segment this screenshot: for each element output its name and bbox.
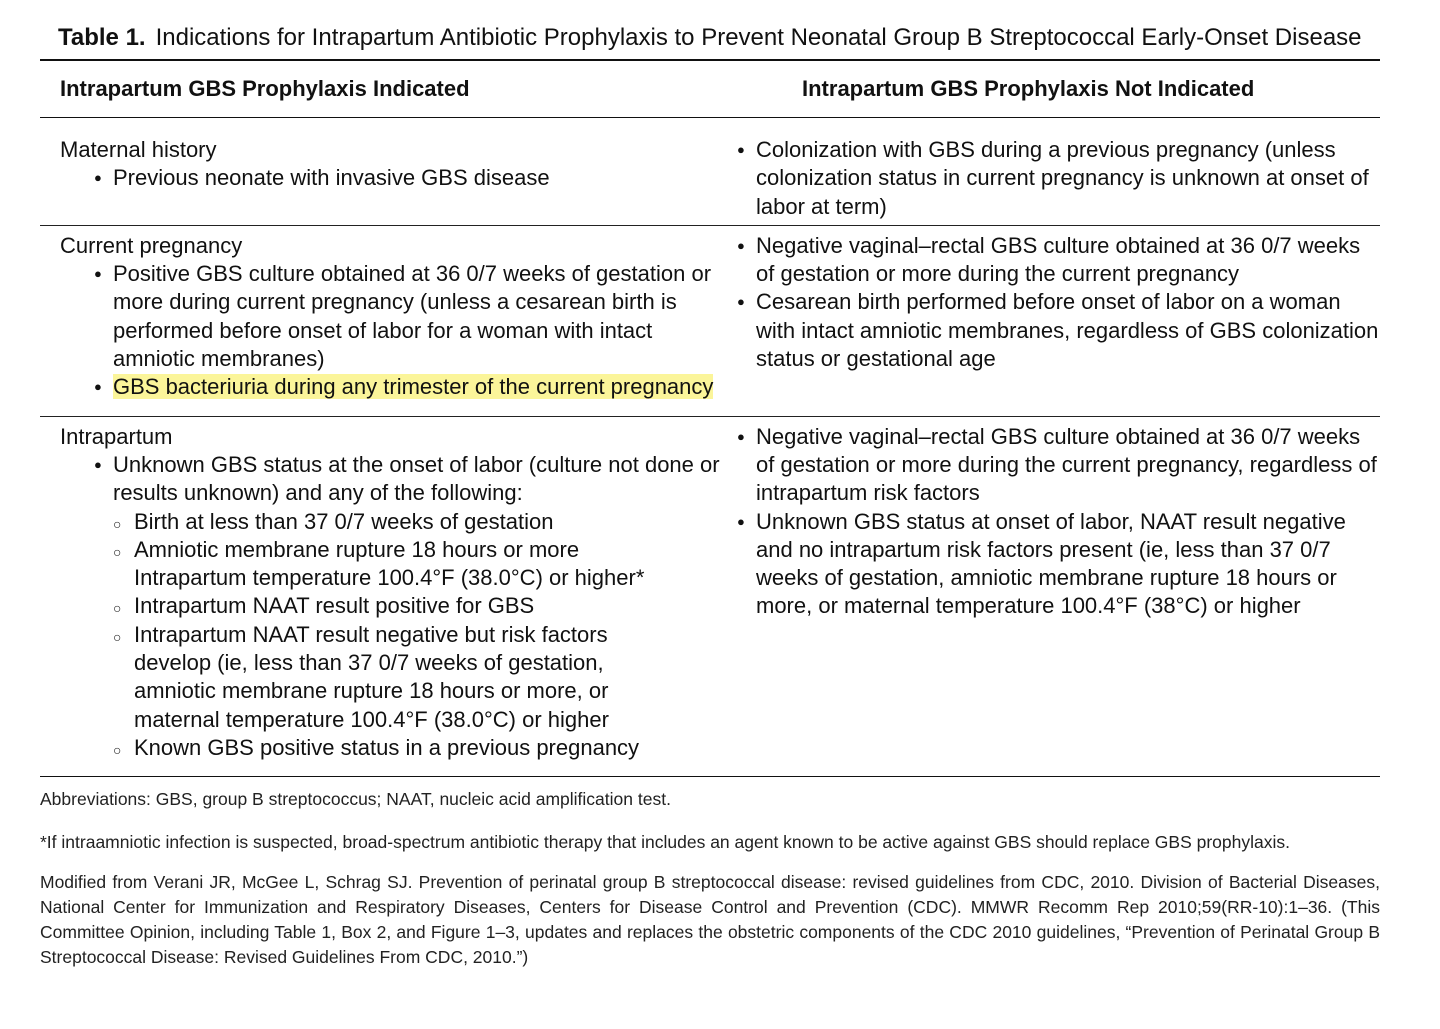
sub-list-item: ○ Amniotic membrane rupture 18 hours or more xyxy=(60,536,732,564)
not-indicated-cell xyxy=(732,136,1380,221)
column-header-not-indicated: Intrapartum GBS Prophylaxis Not Indicated xyxy=(802,76,1255,101)
list-item: ● Negative vaginal–rectal GBS culture obtained at 36 0/7 weeks of gestation or more during the current pregnancy xyxy=(732,232,1380,289)
table-label: Table 1. xyxy=(58,24,146,51)
sub-list-item: ○ Known GBS positive status in a previous pregnancy xyxy=(60,734,732,762)
abbreviations-note: Abbreviations: GBS, group B streptococcus; NAAT, nucleic acid amplification test. xyxy=(40,789,671,810)
indicated-cell xyxy=(40,232,732,402)
document-page xyxy=(40,22,1380,970)
list-item: ● Positive GBS culture obtained at 36 0/7 weeks of gestation or more during current pregnancy (unless a cesarean birth is performed before onset of labor for a woman with intact amniotic membranes) xyxy=(60,260,732,373)
table-title xyxy=(40,22,1380,53)
source-note: Modified from Verani JR, McGee L, Schrag SJ. Prevention of perinatal group B streptococcal disease: revised guidelines from CDC, 2010. Division of Bacterial Diseases, National Center for Immunization and Respiratory Diseases, Centers for Disease Control and Prevention (CDC). MMWR Recomm Rep 2010;59(RR-10):1–36. (This Committee Opinion, including Table 1, Box 2, and Figure 1–3, updates and replaces the obstetric components of the CDC 2010 guidelines, “Prevention of Perinatal Group B Streptococcal Disease: Revised Guidelines From CDC, 2010.”) xyxy=(40,872,1380,968)
sub-list-item: Intrapartum temperature 100.4°F (38.0°C) or higher* xyxy=(134,565,645,591)
table-row xyxy=(40,417,1380,777)
section-heading: Intrapartum xyxy=(60,423,173,449)
table-bottom-rule xyxy=(40,776,1380,777)
sub-list-item: ○ Intrapartum NAAT result positive for GBS xyxy=(60,592,732,620)
table-row xyxy=(40,118,1380,225)
highlighted-text: GBS bacteriuria during any trimester of the current pregnancy xyxy=(113,374,714,400)
list-item: ● Cesarean birth performed before onset of labor on a woman with intact amniotic membranes, regardless of GBS colonization status or gestational age xyxy=(732,288,1380,373)
section-heading: Current pregnancy xyxy=(60,232,243,258)
list-item: ● Previous neonate with invasive GBS disease xyxy=(60,164,732,192)
indicated-cell xyxy=(40,136,732,221)
indicated-cell xyxy=(40,423,732,763)
sub-list-item: ○ Intrapartum NAAT result negative but risk factors develop (ie, less than 37 0/7 weeks of gestation, amniotic membrane rupture 18 hours or more, or maternal temperature 100.4°F (38.0°C) or higher xyxy=(60,621,732,734)
list-item: ● Colonization with GBS during a previous pregnancy (unless colonization status in current pregnancy is unknown at onset of labor at term) xyxy=(732,136,1380,221)
list-item: ● Unknown GBS status at onset of labor, NAAT result negative and no intrapartum risk factors present (ie, less than 37 0/7 weeks of gestation, amniotic membrane rupture 18 hours or more, or maternal temperature 100.4°F (38°C) or higher xyxy=(732,508,1380,621)
not-indicated-cell xyxy=(732,423,1380,763)
table-title-text: Indications for Intrapartum Antibiotic Prophylaxis to Prevent Neonatal Group B Streptococcal Early-Onset Disease xyxy=(155,24,1362,51)
list-item-highlighted xyxy=(60,373,732,401)
footnote: *If intraamniotic infection is suspected, broad-spectrum antibiotic therapy that includes an agent known to be active against GBS should replace GBS prophylaxis. xyxy=(40,832,1290,853)
list-item: ● Unknown GBS status at the onset of labor (culture not done or results unknown) and any of the following: xyxy=(60,451,732,508)
section-heading: Maternal history xyxy=(60,137,217,162)
table-row xyxy=(40,226,1380,416)
table-notes xyxy=(40,787,1380,970)
table-header-row xyxy=(40,61,1380,117)
sub-list-item: ○ Birth at less than 37 0/7 weeks of gestation xyxy=(60,508,732,536)
column-header-indicated: Intrapartum GBS Prophylaxis Indicated xyxy=(60,76,470,101)
list-item: ● Negative vaginal–rectal GBS culture obtained at 36 0/7 weeks of gestation or more during the current pregnancy, regardless of intrapartum risk factors xyxy=(732,423,1380,508)
not-indicated-cell xyxy=(732,232,1380,402)
